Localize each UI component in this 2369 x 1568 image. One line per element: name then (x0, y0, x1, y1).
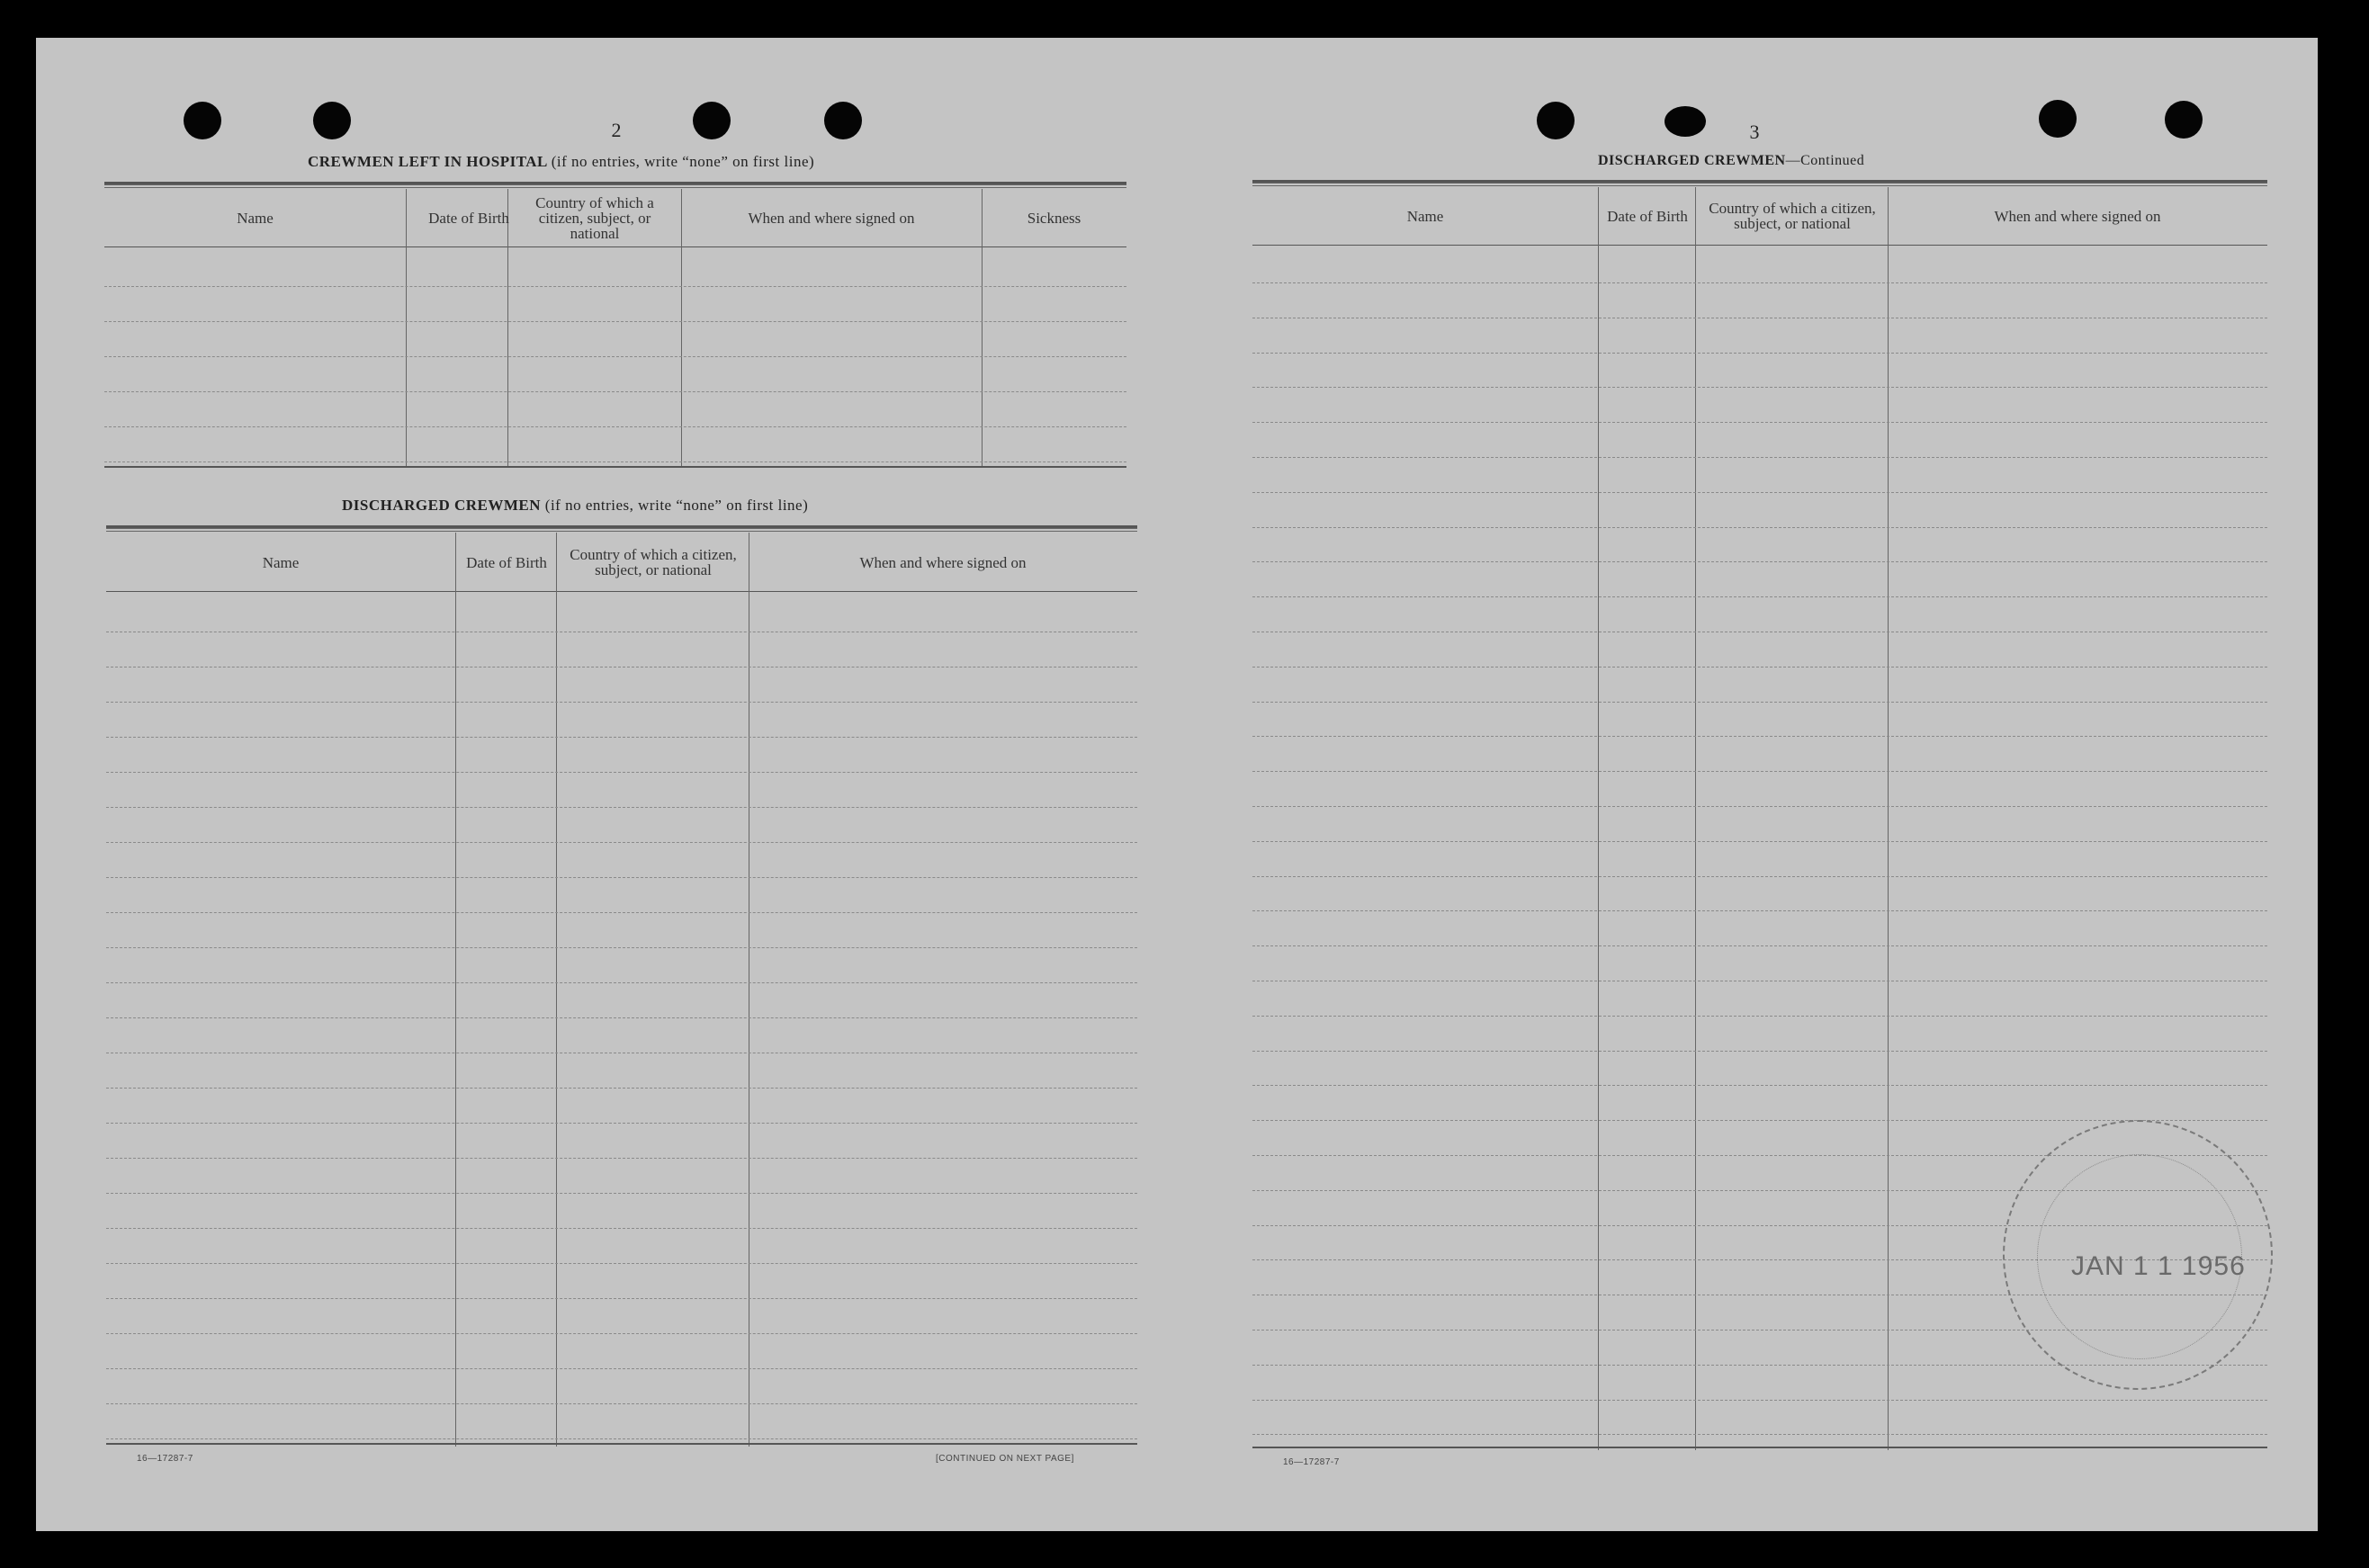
table-row (1252, 1085, 2267, 1086)
table-row (106, 1438, 1137, 1439)
stamp-date: JAN 1 1 1956 (2071, 1251, 2246, 1281)
column-divider (1695, 187, 1696, 1450)
punch-hole (184, 102, 221, 139)
continued-label: —Continued (1785, 153, 1865, 168)
table-row (106, 1193, 1137, 1194)
form-number-left: 16—17287-7 (137, 1454, 193, 1464)
table-row (1252, 596, 2267, 597)
header-bottom-rule (1252, 245, 2267, 246)
column-header-name: Name (237, 209, 274, 227)
discharged-section-title (342, 497, 808, 515)
table-row (106, 1403, 1137, 1404)
table-row (1252, 282, 2267, 283)
table-row (106, 1368, 1137, 1369)
table-row (1252, 702, 2267, 703)
table-row (104, 356, 1126, 357)
column-header-dob: Date of Birth (1607, 207, 1688, 225)
punch-hole (824, 102, 862, 139)
table-top-rule (104, 182, 1126, 185)
discharged-title-note: (if no entries, write “none” on first line) (544, 497, 809, 514)
column-divider (1598, 187, 1599, 1450)
table-row (1252, 1434, 2267, 1435)
column-header-country: Country of which a citizen, subject, or national (1709, 200, 1876, 232)
table-row (1252, 806, 2267, 807)
discharged-continued-title (1598, 153, 1864, 169)
discharged-table (106, 525, 1137, 1447)
table-row (1252, 1120, 2267, 1121)
table-row (104, 321, 1126, 322)
punch-hole (313, 102, 351, 139)
table-row (1252, 771, 2267, 772)
column-divider (455, 533, 456, 1447)
table-row (1252, 387, 2267, 388)
column-header-sickness: Sickness (1027, 209, 1081, 227)
discharged-continued-text: DISCHARGED CREWMEN (1598, 153, 1786, 168)
table-row (104, 426, 1126, 427)
table-row (106, 1123, 1137, 1124)
table-row (106, 912, 1137, 913)
table-bottom-rule (106, 1443, 1137, 1445)
column-header-country: Country of which a citizen, subject, or national (535, 193, 654, 242)
table-bottom-rule (104, 466, 1126, 468)
table-top-rule (106, 525, 1137, 529)
column-header-signed-on: When and where signed on (1994, 207, 2161, 225)
page-number-left: 2 (611, 119, 622, 141)
header-bottom-rule (104, 246, 1126, 247)
date-stamp (2003, 1120, 2273, 1390)
table-row (106, 1263, 1137, 1264)
table-row (106, 702, 1137, 703)
table-row (106, 667, 1137, 668)
table-top-rule (106, 531, 1137, 532)
table-row (106, 877, 1137, 878)
table-top-rule (1252, 180, 2267, 184)
table-top-rule (104, 187, 1126, 188)
column-header-name: Name (262, 553, 300, 571)
column-header-signed-on: When and where signed on (748, 209, 915, 227)
table-row (106, 1228, 1137, 1229)
hospital-table (104, 182, 1126, 466)
table-row (106, 772, 1137, 773)
hospital-title-text: CREWMEN LEFT IN HOSPITAL (308, 153, 547, 170)
hospital-title-note: (if no entries, write “none” on first line) (551, 153, 815, 170)
table-row (1252, 841, 2267, 842)
table-row (1252, 422, 2267, 423)
continued-note: [CONTINUED ON NEXT PAGE] (936, 1454, 1074, 1464)
table-row (106, 1333, 1137, 1334)
table-row (1252, 945, 2267, 946)
table-row (1252, 1051, 2267, 1052)
table-row (104, 391, 1126, 392)
table-row (1252, 910, 2267, 911)
column-header-name: Name (1406, 207, 1444, 225)
table-row (106, 737, 1137, 738)
table-row (1252, 876, 2267, 877)
table-row (1252, 561, 2267, 562)
column-divider (1888, 187, 1889, 1450)
punch-hole (1537, 102, 1575, 139)
table-row (1252, 1016, 2267, 1017)
table-row (106, 1298, 1137, 1299)
table-row (1252, 457, 2267, 458)
column-header-country: Country of which a citizen, subject, or national (570, 546, 737, 578)
table-row (1252, 353, 2267, 354)
table-row (106, 1088, 1137, 1089)
page-number-right: 3 (1749, 121, 1760, 143)
table-row (1252, 1400, 2267, 1401)
header-bottom-rule (106, 591, 1137, 592)
table-row (106, 807, 1137, 808)
hospital-section-title (308, 153, 814, 171)
table-row (106, 842, 1137, 843)
table-row (106, 982, 1137, 983)
punch-hole (2039, 100, 2077, 138)
form-number-right: 16—17287-7 (1283, 1457, 1340, 1467)
table-row (1252, 667, 2267, 668)
column-divider (556, 533, 557, 1447)
column-header-dob: Date of Birth (466, 553, 547, 571)
punch-hole (2165, 101, 2203, 139)
table-row (106, 1017, 1137, 1018)
column-divider (406, 189, 407, 466)
table-row (106, 947, 1137, 948)
column-header-signed-on: When and where signed on (859, 553, 1027, 571)
punch-hole (693, 102, 731, 139)
table-row (104, 286, 1126, 287)
table-top-rule (1252, 185, 2267, 186)
table-bottom-rule (1252, 1447, 2267, 1448)
discharged-title-text: DISCHARGED CREWMEN (342, 497, 542, 514)
column-header-dob: Date of Birth (428, 209, 509, 227)
table-row (1252, 736, 2267, 737)
punch-hole (1665, 106, 1706, 137)
table-row (1252, 527, 2267, 528)
table-row (106, 1158, 1137, 1159)
table-row (1252, 492, 2267, 493)
table-row (104, 461, 1126, 462)
